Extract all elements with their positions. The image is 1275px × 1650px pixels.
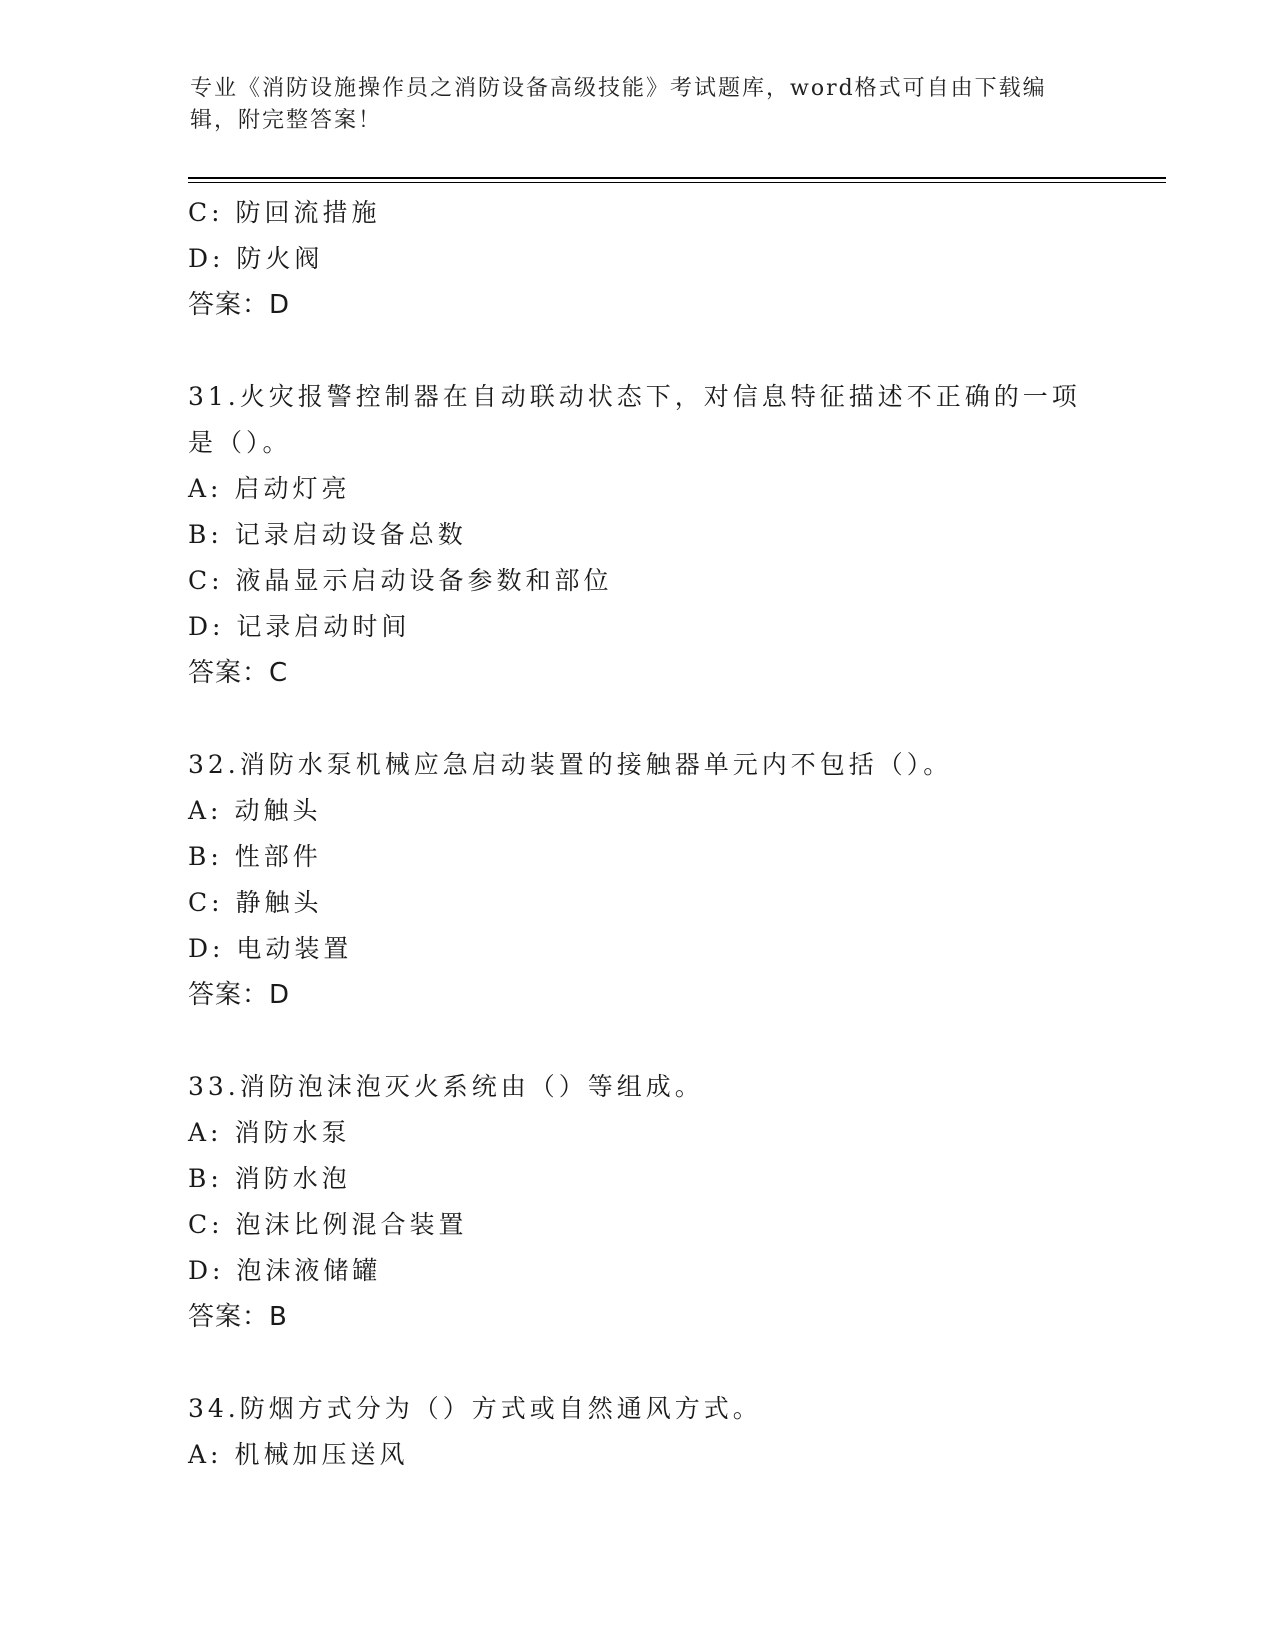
header-divider-thick	[188, 177, 1166, 179]
question-stem: 31.火灾报警控制器在自动联动状态下，对信息特征描述不正确的一项	[188, 382, 1081, 411]
option-c: C: 泡沫比例混合装置	[188, 1210, 468, 1239]
header-line-2: 辑，附完整答案！	[190, 108, 383, 133]
prev-question	[188, 190, 1168, 328]
answer: 答案：D	[188, 290, 291, 320]
header-divider-thin	[188, 182, 1166, 183]
option-a: A: 消防水泵	[188, 1118, 351, 1147]
question-stem: 33.消防泡沫泡灭火系统由（）等组成。	[188, 1072, 704, 1101]
question-stem: 32.消防水泵机械应急启动装置的接触器单元内不包括（）。	[188, 750, 953, 779]
question-32	[188, 742, 1168, 1018]
option-c: C: 液晶显示启动设备参数和部位	[188, 566, 613, 595]
question-stem-cont: 是（）。	[188, 428, 292, 457]
option-b: B: 性部件	[188, 842, 322, 871]
question-33	[188, 1064, 1168, 1340]
option-b: B: 消防水泡	[188, 1164, 351, 1193]
option-d: D: 泡沫液储罐	[188, 1256, 382, 1285]
header-line-1: 专业《消防设施操作员之消防设备高级技能》考试题库，word格式可自由下载编	[190, 76, 1047, 101]
option-d: D: 防火阀	[188, 244, 324, 273]
question-list	[188, 190, 1168, 1478]
question-stem: 34.防烟方式分为（）方式或自然通风方式。	[188, 1394, 762, 1423]
answer: 答案：C	[188, 658, 289, 688]
option-d: D: 电动装置	[188, 934, 353, 963]
document-header	[190, 73, 1070, 137]
option-d: D: 记录启动时间	[188, 612, 411, 641]
question-34	[188, 1386, 1168, 1478]
question-31	[188, 374, 1168, 696]
option-a: A: 动触头	[188, 796, 322, 825]
option-c: C: 静触头	[188, 888, 323, 917]
option-a: A: 启动灯亮	[188, 474, 351, 503]
option-a: A: 机械加压送风	[188, 1440, 409, 1469]
answer: 答案：D	[188, 980, 291, 1010]
option-b: B: 记录启动设备总数	[188, 520, 467, 549]
option-c: C: 防回流措施	[188, 198, 381, 227]
answer: 答案：B	[188, 1302, 288, 1332]
